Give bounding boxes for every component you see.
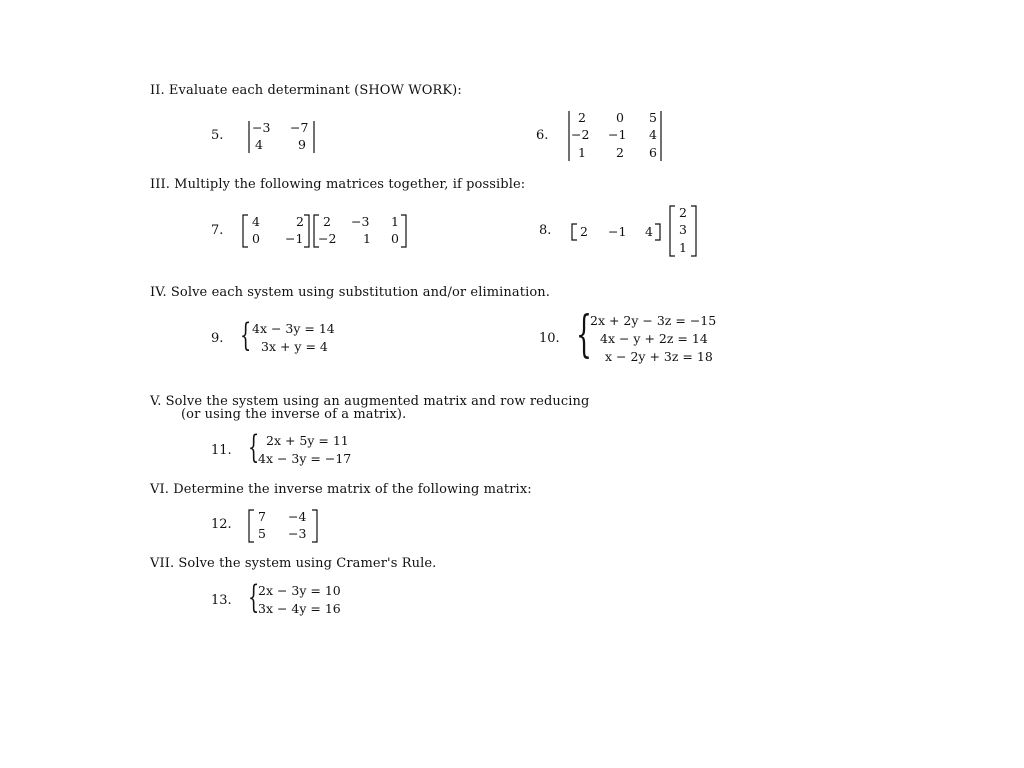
problem-7-matrix-b [311,213,409,249]
matrix-cell: −3 [288,526,307,541]
matrix-cell: 2 [679,205,687,220]
matrix-cell: 0 [391,231,399,246]
problem-7-matrix-a [240,213,312,249]
problem-7-label: 7. [211,223,224,238]
matrix-cell: 4 [645,224,653,239]
matrix-cell: 2 [616,145,624,160]
equation: 4x − 3y = −17 [258,451,352,466]
section-iii-heading: III. Multiply the following matrices together, if possible: [150,177,526,192]
left-brace-icon: { [576,305,592,363]
left-brace-icon: { [248,428,260,466]
problem-9-system [240,316,370,357]
matrix-cell: 4 [252,214,260,229]
matrix-cell: −4 [288,509,307,524]
problem-6-determinant [566,109,666,163]
matrix-cell: 1 [363,231,371,246]
matrix-cell: 1 [391,214,399,229]
equation: 3x + y = 4 [261,339,328,354]
matrix-cell: 2 [323,214,331,229]
matrix-cell: 4 [649,127,657,142]
problem-10-system [576,305,756,367]
matrix-cell: −2 [571,127,590,142]
matrix-cell: 5 [258,526,266,541]
left-brace-icon: { [240,316,252,354]
matrix-cell: −1 [608,127,627,142]
matrix-cell: −1 [608,224,627,239]
equation: 2x − 3y = 10 [258,583,341,598]
matrix-cell: 6 [649,145,657,160]
problem-5-label: 5. [211,128,224,143]
problem-10-label: 10. [539,331,560,346]
matrix-cell: −1 [285,231,304,246]
matrix-cell: 0 [616,110,624,125]
problem-6-label: 6. [536,128,549,143]
section-vi-heading: VI. Determine the inverse matrix of the following matrix: [150,482,532,497]
matrix-cell: 1 [679,240,687,255]
matrix-cell: 2 [580,224,588,239]
problem-11-label: 11. [211,443,232,458]
problem-8-column-vector [667,204,699,258]
matrix-cell: 2 [578,110,586,125]
problem-11-system [248,428,388,469]
equation: 2x + 2y − 3z = −15 [590,313,717,328]
equation: 2x + 5y = 11 [266,433,349,448]
section-vii-heading: VII. Solve the system using Cramer's Rule. [150,556,437,571]
matrix-cell: −3 [252,120,271,135]
section-ii-heading: II. Evaluate each determinant (SHOW WORK): [150,83,462,98]
matrix-cell: 1 [578,145,586,160]
section-v-heading-line2: (or using the inverse of a matrix). [181,407,407,422]
problem-9-label: 9. [211,331,224,346]
equation: 3x − 4y = 16 [258,601,341,616]
equation: 4x − y + 2z = 14 [600,331,708,346]
problem-8-row-vector [569,222,665,242]
problem-5-determinant [246,119,318,155]
problem-13-system [248,578,378,619]
matrix-cell: 0 [252,231,260,246]
matrix-cell: −3 [351,214,370,229]
section-v-heading: V. Solve the system using an augmented matrix and row reducing [150,394,590,409]
left-brace-icon: { [248,578,260,616]
problem-8-label: 8. [539,223,552,238]
equation: 4x − 3y = 14 [252,321,335,336]
matrix-cell: 2 [296,214,304,229]
matrix-cell: 3 [679,222,687,237]
problem-13-label: 13. [211,593,232,608]
section-iv-heading: IV. Solve each system using substitution and/or elimination. [150,285,550,300]
matrix-cell: 5 [649,110,657,125]
matrix-cell: 7 [258,509,266,524]
problem-12-label: 12. [211,517,232,532]
matrix-cell: −7 [290,120,309,135]
problem-12-matrix [246,508,320,544]
matrix-cell: 9 [298,137,306,152]
matrix-cell: −2 [318,231,337,246]
equation: x − 2y + 3z = 18 [605,349,713,364]
matrix-cell: 4 [255,137,263,152]
